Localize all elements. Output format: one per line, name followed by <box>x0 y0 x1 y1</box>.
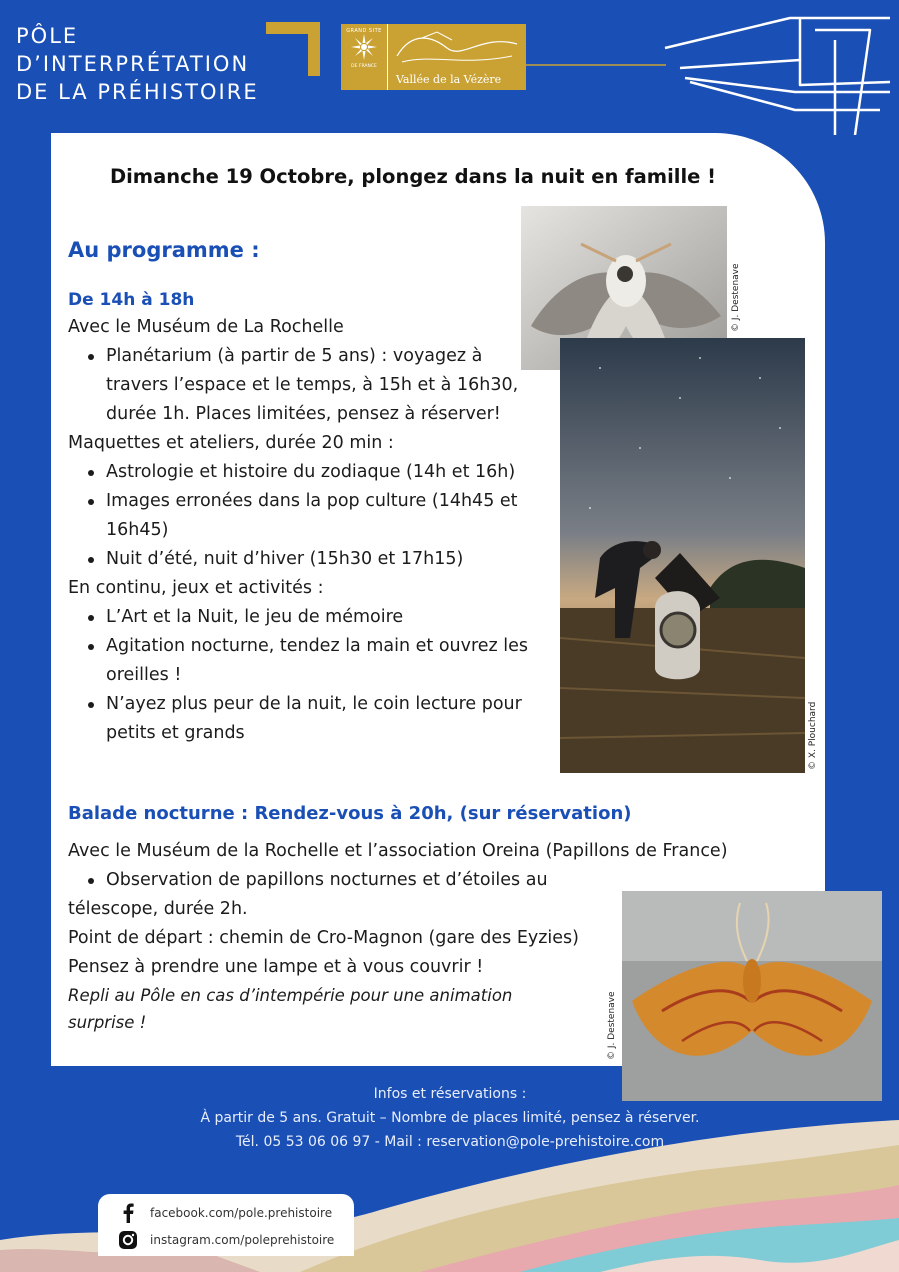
photo-credit: © X. Plouchard <box>808 701 818 770</box>
walk-bullet: Observation de papillons nocturnes et d’étoiles au <box>68 866 728 895</box>
program-bullet: L’Art et la Nuit, le jeu de mémoire <box>68 603 528 632</box>
program-bullet: N’ayez plus peur de la nuit, le coin lecture pour <box>68 690 528 719</box>
instagram-url: instagram.com/poleprehistoire <box>150 1232 335 1247</box>
program-line: travers l’espace et le temps, à 15h et à 16h30, <box>106 375 519 395</box>
instagram-icon <box>118 1230 138 1250</box>
orange-moth-photo <box>622 891 882 1101</box>
program-line: 16h45) <box>106 520 169 540</box>
program-bullet: Images erronées dans la pop culture (14h45 et <box>68 487 528 516</box>
facebook-link[interactable] <box>98 1199 354 1226</box>
valley-drawing-icon <box>392 26 522 70</box>
walk-line: Pensez à prendre une lampe et à vous couvrir ! <box>68 957 484 977</box>
gold-bracket-icon <box>266 22 320 76</box>
program-bullet: Astrologie et histoire du zodiaque (14h et 16h) <box>68 458 528 487</box>
program-line: petits et grands <box>106 723 245 743</box>
time-slot-title: De 14h à 18h <box>68 290 195 310</box>
pole-building-outline-icon <box>660 10 899 135</box>
de-france-label: DE FRANCE <box>351 64 377 69</box>
valley-name: Vallée de la Vézère <box>396 73 502 86</box>
walk-line: télescope, durée 2h. <box>68 899 248 919</box>
grand-site-logo <box>341 24 388 90</box>
info-line: À partir de 5 ans. Gratuit – Nombre de places limité, pensez à réserver. <box>200 1110 700 1126</box>
org-name-line: DE LA PRÉHISTOIRE <box>16 80 259 104</box>
walk-line: Point de départ : chemin de Cro-Magnon (gare des Eyzies) <box>68 928 580 948</box>
photo-credit: © J. Destenave <box>607 991 617 1060</box>
info-title: Infos et réservations : <box>373 1086 527 1102</box>
contact-line[interactable]: Tél. 05 53 06 06 97 - Mail : reservation@pole-prehistoire.com <box>235 1134 665 1150</box>
program-list <box>68 313 528 748</box>
social-links <box>98 1194 354 1256</box>
org-name-line: PÔLE <box>16 24 79 48</box>
program-bullet: Nuit d’été, nuit d’hiver (15h30 et 17h15) <box>68 545 528 574</box>
walk-line: Avec le Muséum de la Rochelle et l’association Oreina (Papillons de France) <box>68 841 728 861</box>
program-bullet: Agitation nocturne, tendez la main et ouvrez les <box>68 632 528 661</box>
organization-name <box>16 22 259 106</box>
facebook-icon <box>118 1203 138 1223</box>
program-line: durée 1h. Places limitées, pensez à réserver! <box>106 404 501 424</box>
gold-line-icon <box>526 62 666 68</box>
program-line: En continu, jeux et activités : <box>68 578 324 598</box>
program-line: oreilles ! <box>106 665 182 685</box>
program-line: Maquettes et ateliers, durée 20 min : <box>68 433 394 453</box>
telescope-photo <box>560 338 805 773</box>
walk-line-italic: surprise ! <box>68 1013 147 1032</box>
event-headline: Dimanche 19 Octobre, plongez dans la nuit en famille ! <box>109 165 717 188</box>
program-title: Au programme : <box>68 238 260 262</box>
program-bullet: Planétarium (à partir de 5 ans) : voyagez à <box>68 342 528 371</box>
facebook-url: facebook.com/pole.prehistoire <box>150 1205 333 1220</box>
grand-site-label: GRAND SITE <box>346 28 382 34</box>
instagram-link[interactable] <box>98 1226 354 1253</box>
walk-line-italic: Repli au Pôle en cas d’intempérie pour une animation <box>68 986 513 1005</box>
photo-credit: © J. Destenave <box>731 263 741 332</box>
org-name-line: D’INTERPRÉTATION <box>16 52 250 76</box>
grand-site-badge <box>341 24 526 90</box>
night-walk-title: Balade nocturne : Rendez-vous à 20h, (sur réservation) <box>68 803 632 824</box>
sun-icon <box>351 34 377 60</box>
program-line: Avec le Muséum de La Rochelle <box>68 317 344 337</box>
